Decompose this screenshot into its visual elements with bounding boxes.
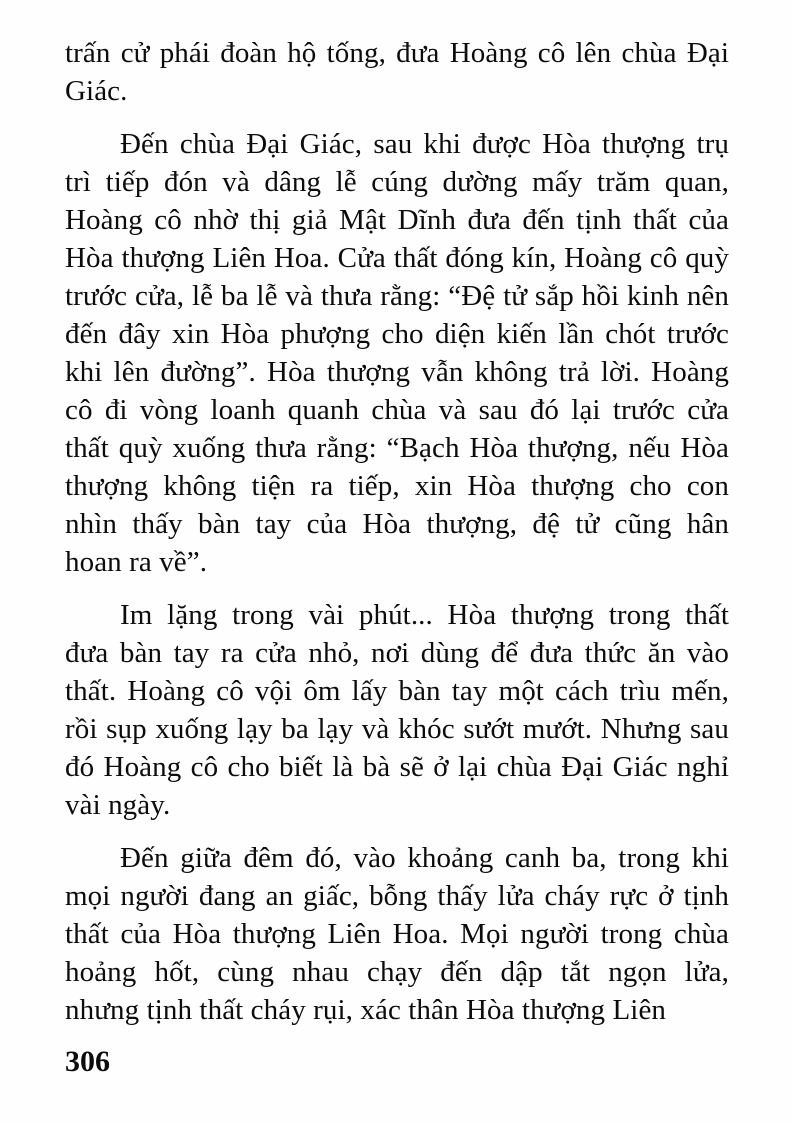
text-line: đưa bàn tay ra cửa nhỏ, nơi dùng để đưa thức ăn vào (65, 637, 729, 669)
text-line: Giác. (65, 75, 128, 107)
text-line: nhưng tịnh thất cháy rụi, xác thân Hòa thượng Liên (65, 994, 667, 1026)
text-line: Đến chùa Đại Giác, sau khi được Hòa thượng trụ (120, 128, 729, 160)
text-line: thất của Hòa thượng Liên Hoa. Mọi người trong chùa (65, 918, 729, 950)
text-line: Hoàng cô nhờ thị giả Mật Dĩnh đưa đến tịnh thất của (65, 204, 729, 236)
text-line: thượng không tiện ra tiếp, xin Hòa thượng cho con (65, 470, 729, 502)
text-line: cô đi vòng loanh quanh chùa và sau đó lại trước cửa (65, 394, 729, 426)
paragraph (65, 125, 729, 581)
text-line: trì tiếp đón và dâng lễ cúng dường mấy trăm quan, (65, 166, 729, 198)
text-line: rồi sụp xuống lạy ba lạy và khóc sướt mướt. Nhưng sau (65, 713, 729, 745)
text-line: đó Hoàng cô cho biết là bà sẽ ở lại chùa Đại Giác nghỉ (65, 751, 729, 783)
text-line: Đến giữa đêm đó, vào khoảng canh ba, trong khi (120, 842, 729, 874)
text-line: trước cửa, lễ ba lễ và thưa rằng: “Đệ tử sắp hồi kinh nên (65, 280, 729, 312)
paragraph (65, 596, 729, 824)
paragraph (65, 34, 729, 110)
page-text (65, 34, 729, 1029)
text-line: Hòa thượng Liên Hoa. Cửa thất đóng kín, Hoàng cô quỳ (65, 242, 729, 274)
text-line: thất. Hoàng cô vội ôm lấy bàn tay một cách trìu mến, (65, 675, 729, 707)
text-line: khi lên đường”. Hòa thượng vẫn không trả lời. Hoàng (65, 356, 729, 388)
text-line: đến đây xin Hòa phượng cho diện kiến lần chót trước (65, 318, 729, 350)
text-line: thất quỳ xuống thưa rằng: “Bạch Hòa thượng, nếu Hòa (65, 432, 729, 464)
text-line: Im lặng trong vài phút... Hòa thượng trong thất (120, 599, 729, 631)
text-line: vài ngày. (65, 789, 171, 821)
text-line: hoan ra về”. (65, 546, 208, 578)
text-line: hoảng hốt, cùng nhau chạy đến dập tắt ngọn lửa, (65, 956, 729, 988)
text-line: mọi người đang an giấc, bỗng thấy lửa cháy rực ở tịnh (65, 880, 729, 912)
text-line: trấn cử phái đoàn hộ tống, đưa Hoàng cô lên chùa Đại (65, 37, 729, 69)
paragraph (65, 839, 729, 1029)
text-line: nhìn thấy bàn tay của Hòa thượng, đệ tử cũng hân (65, 508, 729, 540)
page-number: 306 (65, 1045, 110, 1078)
